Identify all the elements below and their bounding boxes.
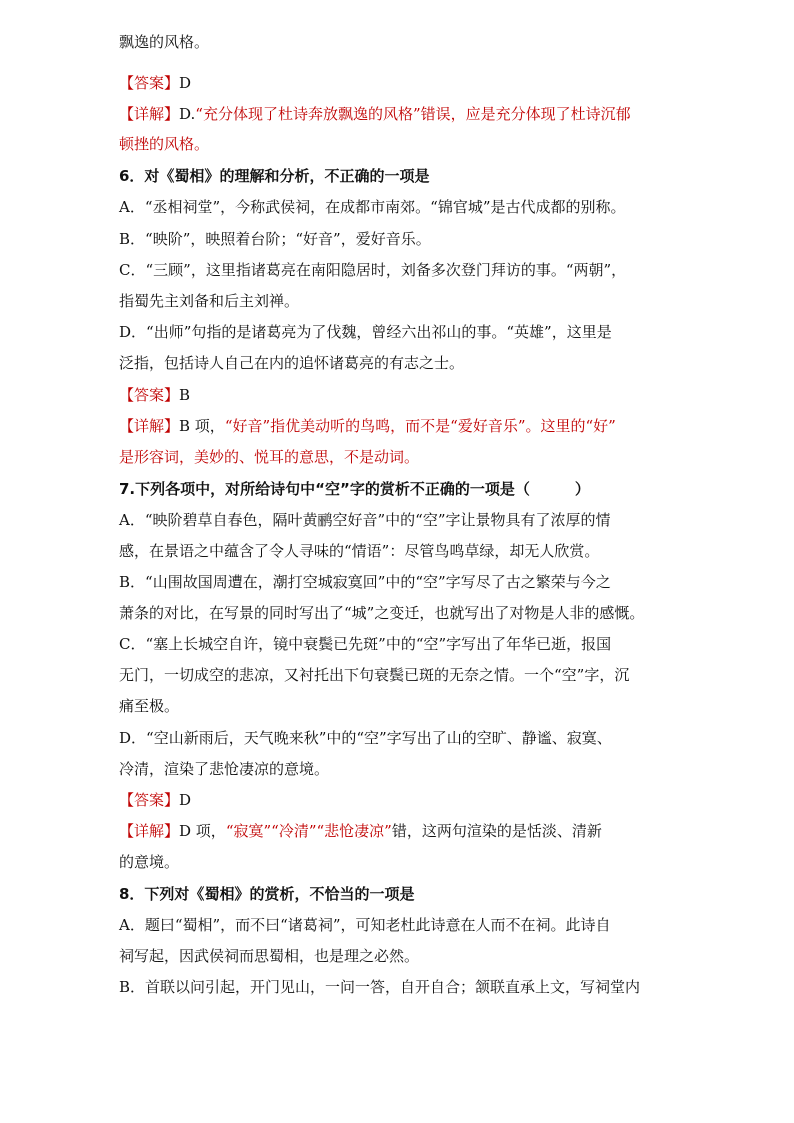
explanation-text: D 项， [179, 822, 226, 840]
explanation-highlight: 顿挫的风格。 [119, 135, 210, 153]
option-a-cont: 感，在景语之中蕴含了令人寻味的“情语”：尽管鸟鸣草绿，却无人欣赏。 [119, 542, 600, 560]
option-d-cont: 冷清，渲染了悲怆凄凉的意境。 [119, 760, 330, 778]
answer-line-q5 [119, 73, 679, 93]
option-b-cont: 萧条的对比，在写景的同时写出了“城”之变迁，也就写出了对物是人非的感慨。 [119, 604, 645, 622]
explanation-highlight: “好音”指优美动听的鸟鸣，而不是“爱好音乐”。这里的“好” [224, 417, 616, 435]
option-d: D．“空山新雨后，天气晚来秋”中的“空”字写出了山的空旷、静谧、寂寞、 [119, 729, 612, 747]
answer-line-q7 [119, 790, 679, 810]
explanation-text: B 项， [179, 417, 225, 435]
explanation-text: 的意境。 [119, 853, 180, 871]
answer-tag: 【答案】 [119, 386, 180, 404]
text-line: 飘逸的风格。 [119, 33, 210, 51]
option-c: C．“三顾”，这里指诸葛亮在南阳隐居时，刘备多次登门拜访的事。“两朝”， [119, 261, 627, 279]
answer-tag: 【答案】 [119, 74, 180, 92]
option-a: A．“丞相祠堂”，今称武侯祠，在成都市南郊。“锦官城”是古代成都的别称。 [119, 198, 626, 216]
option-c-cont: 指蜀先主刘备和后主刘禅。 [119, 292, 300, 310]
option-c-cont: 无门，一切成空的悲凉，又衬托出下句衰鬓已斑的无奈之情。一个“空”字，沉 [119, 666, 630, 684]
explanation-tag: 【详解】 [119, 417, 180, 435]
option-b: B．“映阶”，映照着台阶；“好音”，爱好音乐。 [119, 230, 431, 248]
option-a-cont: 祠写起，因武侯祠而思蜀相，也是理之必然。 [119, 947, 420, 965]
option-d-cont: 泛指，包括诗人自己在内的追怀诸葛亮的有志之士。 [119, 354, 465, 372]
option-c-cont: 痛至极。 [119, 697, 180, 715]
explanation-highlight: “充分体现了杜诗奔放飘逸的风格”错误，应是充分体现了杜诗沉郁 [195, 105, 631, 123]
option-a: A．题曰“蜀相”，而不曰“诸葛祠”，可知老杜此诗意在人而不在祠。此诗自 [119, 916, 611, 934]
answer-tag: 【答案】 [119, 791, 180, 809]
explanation-highlight: 是形容词，美妙的、悦耳的意思，不是动词。 [119, 448, 420, 466]
answer-value: D [179, 74, 192, 92]
question-title: 6．对《蜀相》的理解和分析，不正确的一项是 [119, 167, 430, 185]
explanation-line-q6 [119, 416, 679, 436]
option-d: D．“出师”句指的是诸葛亮为了伐魏，曾经六出祁山的事。“英雄”，这里是 [119, 323, 612, 341]
option-b: B．“山围故国周遭在，潮打空城寂寞回”中的“空”字写尽了古之繁荣与今之 [119, 573, 611, 591]
question-title: 8．下列对《蜀相》的赏析，不恰当的一项是 [119, 885, 415, 903]
explanation-tag: 【详解】 [119, 822, 180, 840]
explanation-tag: 【详解】 [119, 105, 180, 123]
explanation-line-q5 [119, 104, 679, 124]
explanation-text: 错，这两句渲染的是恬淡、清新 [391, 822, 602, 840]
option-a: A．“映阶碧草自春色，隔叶黄鹂空好音”中的“空”字让景物具有了浓厚的情 [119, 511, 611, 529]
answer-line-q6 [119, 385, 679, 405]
explanation-text: D. [179, 105, 196, 123]
option-b: B．首联以问引起，开门见山，一问一答，自开自合；颔联直承上文，写祠堂内 [119, 978, 641, 996]
answer-value: D [179, 791, 192, 809]
explanation-line-q7 [119, 821, 679, 841]
option-c: C．“塞上长城空自许，镜中衰鬓已先斑”中的“空”字写出了年华已逝，报国 [119, 635, 612, 653]
explanation-highlight: “寂寞”“冷清”“悲怆凄凉” [225, 822, 392, 840]
question-title: 7.下列各项中，对所给诗句中“空”字的赏析不正确的一项是（ ） [119, 480, 590, 498]
answer-value: B [179, 386, 191, 404]
